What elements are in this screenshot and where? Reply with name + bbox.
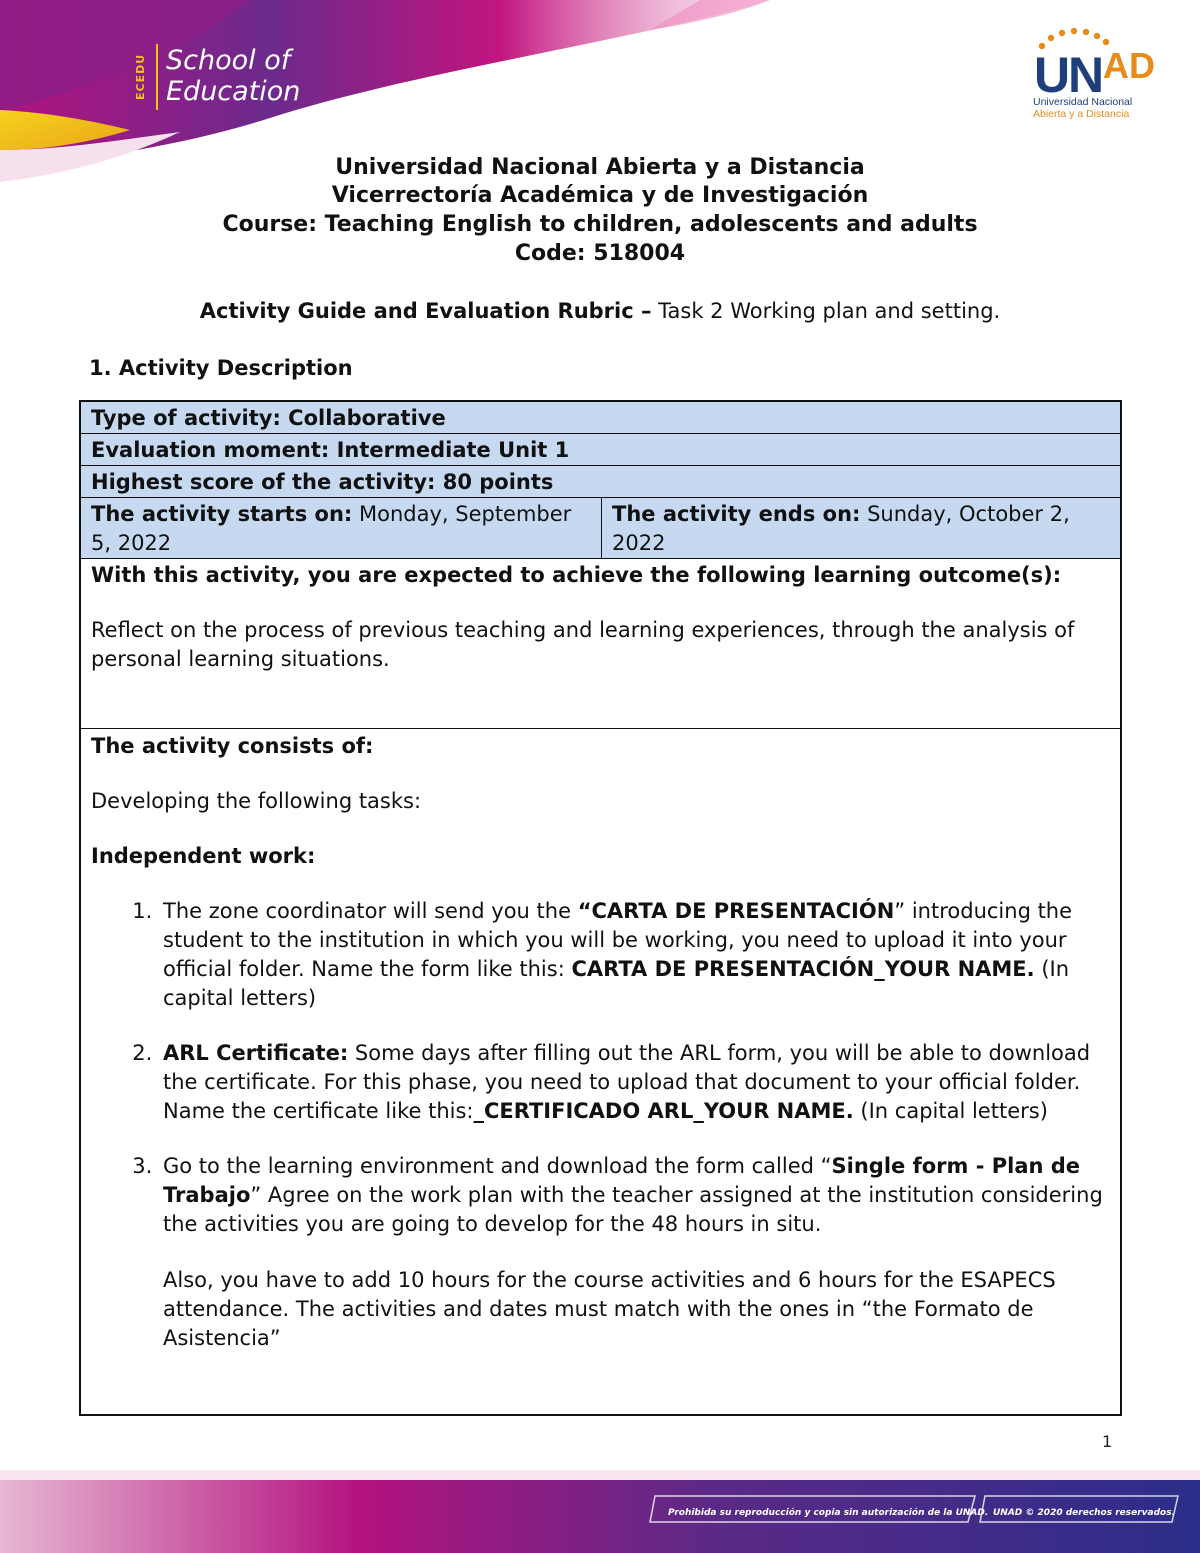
developing-text: Developing the following tasks: bbox=[91, 789, 422, 813]
outcomes-row bbox=[81, 559, 1120, 729]
unad-dots-arc bbox=[1039, 28, 1109, 49]
outcomes-cell bbox=[81, 559, 1120, 674]
education-line: Education bbox=[166, 76, 301, 107]
outcomes-text: Reflect on the process of previous teaching and learning experiences, through the analysis of personal learning situations. bbox=[91, 618, 1075, 671]
activity-table bbox=[79, 400, 1122, 1416]
task2-bold-a: ARL Certificate: bbox=[163, 1041, 349, 1065]
end-value: Sunday, October 2, 2022 bbox=[612, 502, 1070, 555]
guide-title bbox=[0, 297, 1200, 325]
university-title: Universidad Nacional Abierta y a Distancia bbox=[335, 155, 865, 180]
unad-wordmark-u: U bbox=[1034, 47, 1071, 103]
dates-row bbox=[81, 498, 1120, 559]
task2-text-b: (In capital letters) bbox=[853, 1099, 1048, 1123]
unad-subtitle-2: Abierta y a Distancia bbox=[1033, 108, 1130, 120]
type-of-activity: Type of activity: Collaborative bbox=[91, 406, 446, 430]
guide-title-rest: Task 2 Working plan and setting. bbox=[651, 299, 1001, 323]
guide-title-bold: Activity Guide and Evaluation Rubric – bbox=[199, 299, 652, 323]
course-code: Code: 518004 bbox=[514, 241, 686, 266]
highest-score: Highest score of the activity: 80 points bbox=[91, 470, 554, 494]
task-item-2 bbox=[159, 1039, 1110, 1126]
task3-paragraph-2: Also, you have to add 10 hours for the course activities and 6 hours for the ESAPECS attendance. The activities and dates must match with the ones in “the Formato de Asistencia” bbox=[163, 1268, 1056, 1350]
task3-text-a: Go to the learning environment and download the form called “ bbox=[163, 1154, 832, 1178]
task-list bbox=[91, 897, 1110, 1353]
task1-text-b: ” introducing the student to the institution in which you will be working, you need to upload it into your official folder. Name the form like this: bbox=[163, 899, 1073, 981]
vicerrectoria-title: Vicerrectoría Académica y de Investigación bbox=[331, 183, 869, 208]
evaluation-moment: Evaluation moment: Intermediate Unit 1 bbox=[91, 438, 570, 462]
ecedu-divider bbox=[156, 44, 158, 110]
ecedu-label: ECEDU bbox=[134, 53, 147, 101]
task-item-3 bbox=[159, 1152, 1110, 1353]
start-label: The activity starts on: bbox=[91, 502, 353, 526]
task2-bold-b: _CERTIFICADO ARL_YOUR NAME. bbox=[473, 1099, 854, 1123]
task1-text-a: The zone coordinator will send you the bbox=[163, 899, 578, 923]
consists-row bbox=[81, 729, 1120, 1414]
outcomes-heading: With this activity, you are expected to achieve the following learning outcome(s): bbox=[91, 563, 1062, 587]
consists-cell bbox=[81, 729, 1120, 1353]
footer-copyright: UNAD © 2020 derechos reservados. bbox=[993, 1508, 1176, 1518]
school-of-line: School of bbox=[166, 45, 291, 76]
task1-text-c: (In capital letters) bbox=[163, 957, 1070, 1010]
type-row bbox=[81, 402, 1120, 434]
unad-subtitle-1: Universidad Nacional bbox=[1033, 96, 1133, 108]
end-label: The activity ends on: bbox=[612, 502, 861, 526]
course-title: Course: Teaching English to children, adolescents and adults bbox=[222, 212, 978, 237]
task1-bold-a: “CARTA DE PRESENTACIÓN bbox=[577, 899, 895, 923]
score-row bbox=[81, 466, 1120, 498]
task3-bold-a: Single form - Plan de Trabajo bbox=[163, 1154, 1081, 1207]
consists-heading: The activity consists of: bbox=[91, 734, 374, 758]
start-date-cell bbox=[81, 498, 602, 558]
task-item-1 bbox=[159, 897, 1110, 1013]
section-heading: 1. Activity Description bbox=[89, 356, 353, 380]
independent-heading: Independent work: bbox=[91, 844, 316, 868]
page-number: 1 bbox=[1102, 1432, 1113, 1451]
footer-notice: Prohibida su reproducción y copia sin autorización de la UNAD. bbox=[668, 1508, 989, 1518]
start-value: Monday, September 5, 2022 bbox=[91, 502, 572, 555]
evaluation-row bbox=[81, 434, 1120, 466]
task2-text-a: Some days after filling out the ARL form, you will be able to download the certificate. For this phase, you need to upload that document to your official folder. Name the certificate like this: bbox=[163, 1041, 1091, 1123]
end-date-cell bbox=[602, 498, 1120, 558]
unad-wordmark-ad: AD bbox=[1103, 45, 1155, 86]
task3-text-b: ” Agree on the work plan with the teacher assigned at the institution considering the activities you are going to develop for the 48 hours in situ. bbox=[163, 1183, 1103, 1236]
unad-wordmark-n: N bbox=[1068, 47, 1105, 103]
task1-bold-b: CARTA DE PRESENTACIÓN_YOUR NAME. bbox=[571, 957, 1035, 981]
